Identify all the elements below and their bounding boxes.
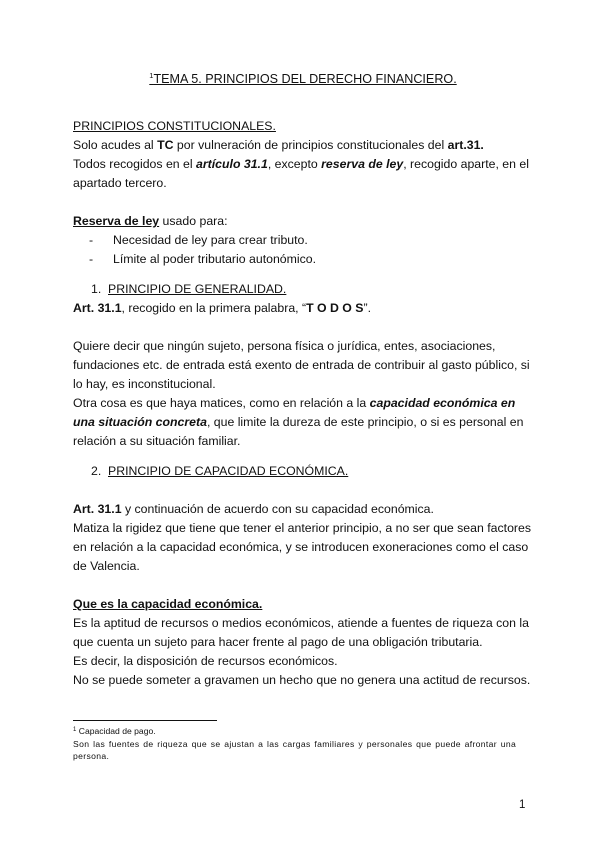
footnote-line-2: Son las fuentes de riqueza que se ajustan a las cargas familiares y personales que puede afrontar una persona.	[73, 738, 517, 761]
paragraph-tc: Solo acudes al TC por vulneración de principios constitucionales del art.31.	[73, 138, 484, 152]
title-footnote-mark: 1	[149, 71, 154, 80]
section-heading-generalidad: 1. PRINCIPIO DE GENERALIDAD.	[91, 282, 287, 296]
list-item: - Límite al poder tributario autonómico.	[89, 252, 317, 266]
section-heading-que-es: Que es la capacidad económica.	[73, 597, 263, 611]
paragraph-otra-cosa: Otra cosa es que haya matices, como en relación a la capacidad económica en una situación concreta, que limite la dureza de este principio, o si es personal en relación a su situación familiar.	[73, 396, 524, 448]
paragraph-es-decir: Es decir, la disposición de recursos económicos.	[73, 654, 338, 668]
paragraph-art-capacidad: Art. 31.1 y continuación de acuerdo con su capacidad económica.	[73, 502, 434, 516]
reserva-intro: Reserva de ley usado para:	[73, 214, 228, 228]
paragraph-no-se-puede: No se puede someter a gravamen un hecho que no genera una actitud de recursos.	[73, 673, 531, 687]
paragraph-art-generalidad: Art. 31.1, recogido en la primera palabra, “T O D O S”.	[73, 301, 371, 315]
footnote-line-1: $^1$ Capacidad de pago.	[73, 726, 156, 736]
page-title: $^1$TEMA 5. PRINCIPIOS DEL DERECHO FINANCIERO.	[149, 71, 457, 86]
paragraph-quiere-decir: Quiere decir que ningún sujeto, persona física o jurídica, entes, asociaciones, fundaciones etc. de entrada está exento de entrada de contribuir al gasto público, si lo hay, es inconstitucional.	[73, 339, 530, 391]
paragraph-recogidos: Todos recogidos en el artículo 31.1, excepto reserva de ley, recogido aparte, en el apartado tercero.	[73, 157, 529, 190]
footnote-divider	[73, 720, 217, 721]
page-content	[73, 70, 533, 690]
section-heading-constitucionales: PRINCIPIOS CONSTITUCIONALES.	[73, 119, 276, 133]
section-heading-capacidad: 2. PRINCIPIO DE CAPACIDAD ECONÓMICA.	[91, 464, 349, 478]
paragraph-matiza: Matiza la rigidez que tiene que tener el anterior principio, a no ser que sean factores en relación a la capacidad económica, y se introducen exoneraciones como el caso de Valencia.	[73, 521, 531, 573]
reserva-heading: Reserva de ley	[73, 214, 160, 228]
list-item: - Necesidad de ley para crear tributo.	[89, 233, 308, 247]
footnote	[73, 725, 543, 763]
paragraph-aptitud: Es la aptitud de recursos o medios económicos, atiende a fuentes de riqueza con la que cuenta un sujeto para hacer frente al pago de una obligación tributaria.	[73, 616, 529, 649]
reserva-list	[73, 231, 533, 269]
page-number: 1	[519, 799, 526, 811]
